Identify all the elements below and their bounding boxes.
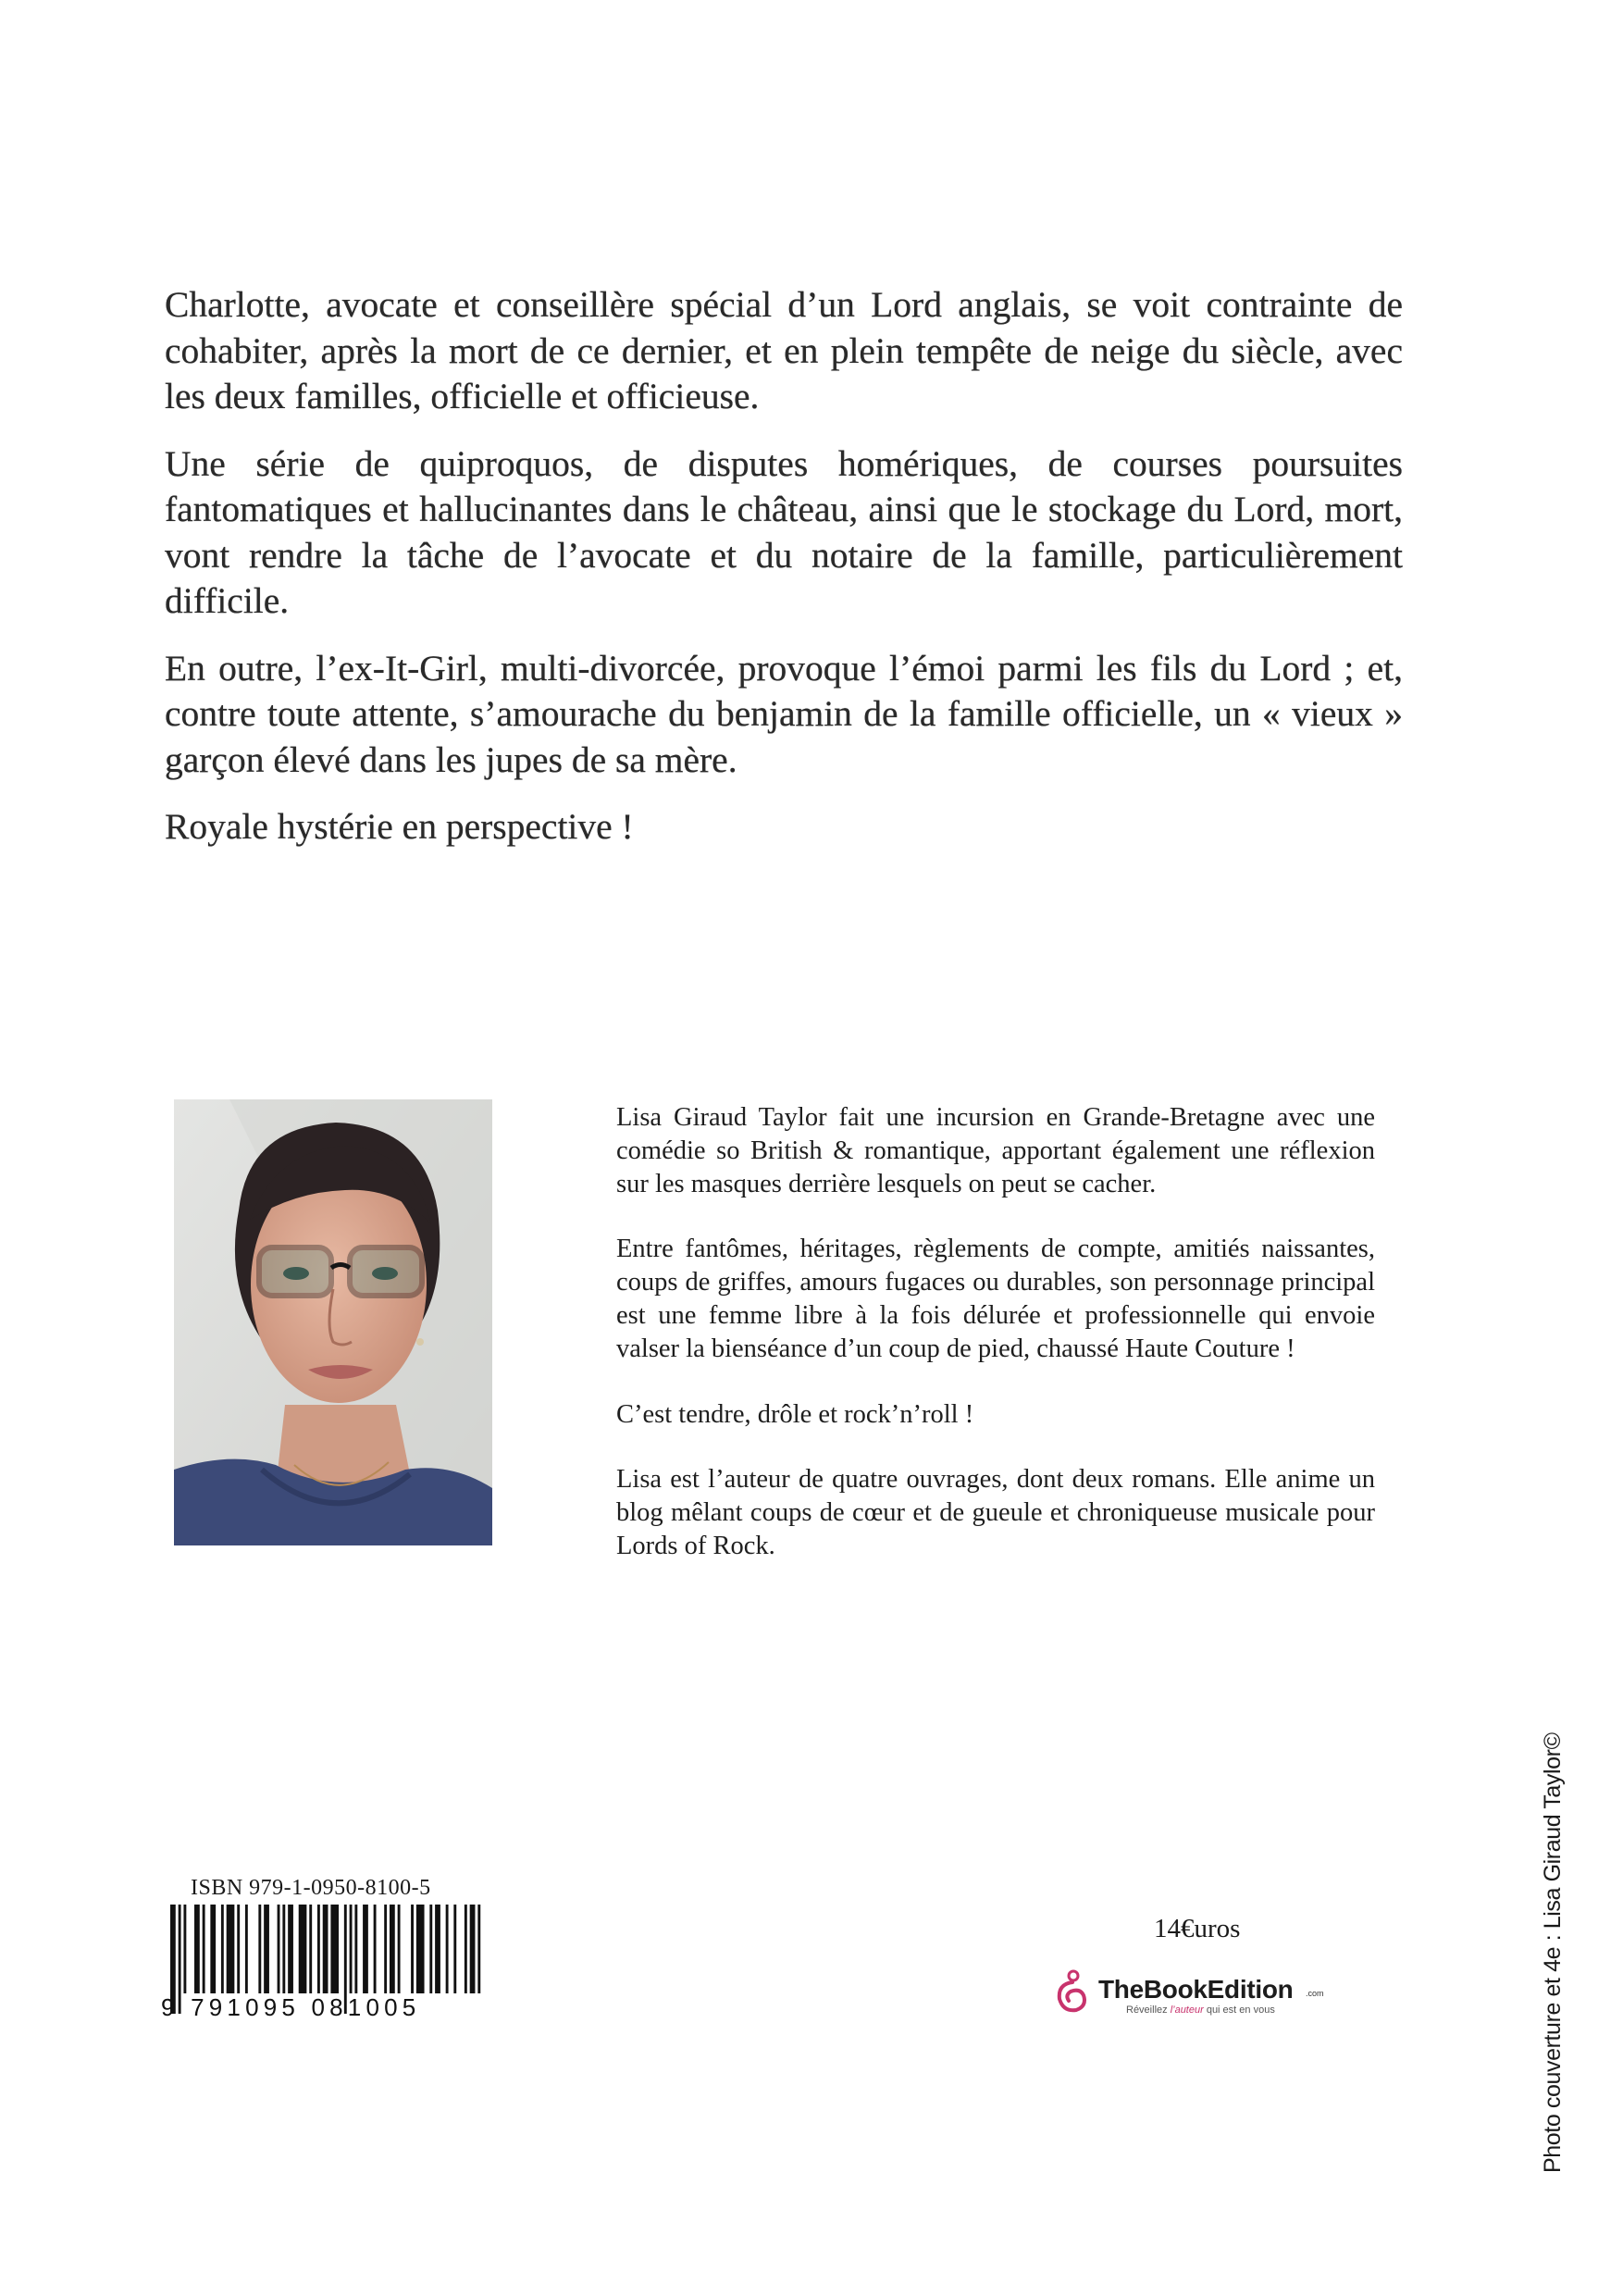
photo-credit: Photo couverture et 4e : Lisa Giraud Taylor©: [1540, 1732, 1566, 2173]
author-bio: [616, 1101, 1375, 1595]
barcode-bar: [411, 1905, 414, 1993]
barcode-bar: [299, 1905, 307, 1993]
barcode-bar: [309, 1905, 312, 1993]
barcode-bar: [330, 1905, 339, 1993]
tagline-start: Réveillez: [1126, 2004, 1171, 2016]
barcode-bar: [374, 1905, 377, 1993]
barcode-bar: [465, 1905, 467, 1993]
barcode-bar: [453, 1905, 456, 1993]
bio-paragraph: Lisa Giraud Taylor fait une incursion en Grande-Bretagne avec une comédie so British & romantique, apportant également une réflexion sur les masques derrière lesquels on peut se cacher.: [616, 1103, 1375, 1198]
barcode-bar: [398, 1905, 401, 1993]
barcode-bar: [245, 1905, 248, 1993]
summary-paragraph: Charlotte, avocate et conseillère spécial d’un Lord anglais, se voit contrainte de cohabiter, après la mort de ce dernier, et en plein tempête de neige du siècle, avec les deux familles, officielle et officieuse.: [165, 284, 1403, 416]
barcode-bar: [194, 1905, 200, 1993]
barcode-bar: [429, 1905, 432, 1993]
barcode-bar: [203, 1905, 205, 1993]
barcode-bar: [363, 1905, 368, 1993]
barcode-bar: [210, 1905, 216, 1993]
bio-paragraph: Entre fantômes, héritages, règlements de compte, amitiés naissantes, coups de griffes, amours fugaces ou durables, son personnage principal est une femme libre à la fois délurée et professionnelle qui envoie valser la bienséance d’un coup de pied, chaussé Haute Couture !: [616, 1235, 1375, 1363]
summary-paragraph: Royale hystérie en perspective !: [165, 806, 634, 847]
summary-paragraph: En outre, l’ex-It-Girl, multi-divorcée, provoque l’émoi parmi les fils du Lord ; et, contre toute attente, s’amourache du benjamin de la famille officielle, un « vieux » garçon élevé dans les jupes de sa mère.: [165, 647, 1403, 780]
barcode-bar: [323, 1905, 328, 1993]
isbn-label: ISBN 979-1-0950-8100-5: [191, 1876, 431, 1900]
barcode-bar: [390, 1905, 395, 1993]
barcode-bar: [470, 1905, 476, 1993]
publisher-logo: [1054, 1969, 1350, 2021]
barcode-bar: [317, 1905, 320, 1993]
barcode-bar: [384, 1905, 387, 1993]
publisher-name-suffix: .com: [1306, 1989, 1324, 1998]
barcode-bar: [264, 1905, 269, 1993]
barcode-bar: [227, 1905, 235, 1993]
barcode-bar: [258, 1905, 261, 1993]
publisher-tagline: [1126, 2004, 1275, 2016]
bio-paragraph: C’est tendre, drôle et rock’n’roll !: [616, 1399, 974, 1429]
barcode-bar: [477, 1905, 480, 1993]
barcode-digits: 9 791095 081005: [161, 1993, 421, 2021]
tagline-end: qui est en vous: [1203, 2004, 1275, 2016]
barcode-bar: [446, 1905, 449, 1993]
back-cover-summary: [165, 282, 1403, 872]
publisher-logo-icon: [1054, 1969, 1095, 2016]
publisher-name: TheBookEdition: [1098, 1975, 1294, 2004]
bio-paragraph: Lisa est l’auteur de quatre ouvrages, dont deux romans. Elle anime un blog mêlant coups de cœur et de gueule et chroniqueuse musicale pour Lords of Rock.: [616, 1465, 1375, 1560]
barcode-bar: [278, 1905, 280, 1993]
price: 14€uros: [1154, 1914, 1241, 1943]
author-photo: [174, 1099, 492, 1545]
barcode-bar: [237, 1905, 240, 1993]
barcode-bar: [354, 1905, 357, 1993]
barcode-bar: [282, 1905, 285, 1993]
tagline-accent: l’auteur: [1170, 2004, 1204, 2016]
barcode-bar: [221, 1905, 224, 1993]
barcode-bar: [435, 1905, 440, 1993]
summary-paragraph: Une série de quiproquos, de disputes homériques, de courses poursuites fantomatiques et hallucinantes dans le château, ainsi que le stockage du Lord, mort, vont rendre la tâche de l’avocate et du notaire de la famille, particulièrement difficile.: [165, 442, 1403, 621]
barcode-bar: [183, 1905, 186, 1993]
barcode-bar: [350, 1905, 353, 1993]
barcode-bar: [288, 1905, 293, 1993]
barcode-bar: [416, 1905, 425, 1993]
